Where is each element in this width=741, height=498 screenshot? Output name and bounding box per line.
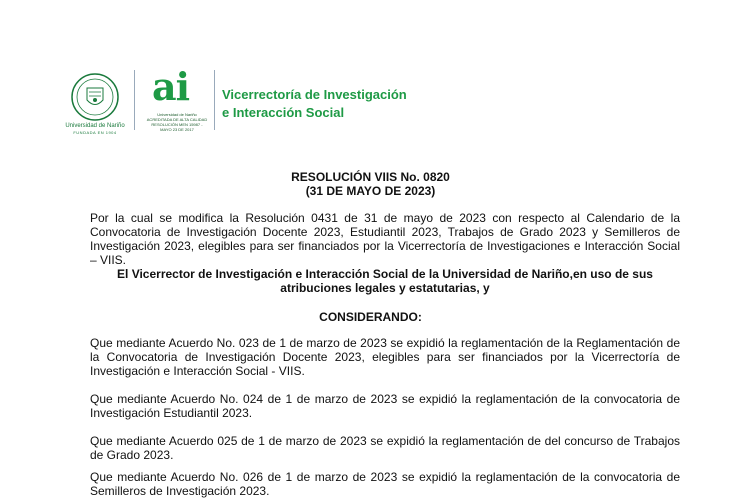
considerando-heading: CONSIDERANDO: [319, 310, 422, 324]
consideration-paragraph: Que mediante Acuerdo No. 024 de 1 de marzo de 2023 se expidió la reglamentación de la convocatoria de Investigación Estudiantil 2023. [90, 392, 680, 420]
consideration-paragraph: Que mediante Acuerdo No. 026 de 1 de marzo de 2023 se expidió la reglamentación de la convocatoria de Semilleros de Investigación 2023. [90, 470, 680, 498]
resolution-date: (31 DE MAYO DE 2023) [305, 184, 436, 198]
ai-logo [146, 64, 208, 134]
divider [134, 70, 135, 130]
ai-sub-resolution: RESOLUCIÓN MEN 15987 - MAYO 23 DE 2017 [151, 122, 203, 132]
office-name-line1: Vicerrectoría de Investigación [222, 87, 407, 102]
ai-mark: ai [152, 64, 190, 109]
letterhead [62, 66, 442, 138]
ai-sub-accreditation: ACREDITADA DE ALTA CALIDAD [146, 117, 208, 122]
office-name-line2: e Interacción Social [222, 105, 345, 120]
university-caption [62, 123, 128, 135]
resolution-title: RESOLUCIÓN VIIS No. 0820 [291, 170, 450, 184]
office-name [222, 86, 407, 122]
resolution-summary: Por la cual se modifica la Resolución 0431 de 31 de mayo de 2023 con respecto al Calendario de la Convocatoria de Investigación Docente 2023, Estudiantil 2023, Trabajos de Grado 2023 y Semilleros de Investigación 2023, elegibles para ser financiados por la Vicerrectoría de Investigaciones e Interacción Social – VIIS. [90, 211, 680, 267]
divider [214, 70, 215, 130]
university-founded: FUNDADA EN 1904 [73, 130, 117, 135]
consideration-paragraph: Que mediante Acuerdo 025 de 1 de marzo de 2023 se expidió la reglamentación de del concurso de Trabajos de Grado 2023. [90, 434, 680, 462]
university-seal-icon [70, 72, 120, 122]
preamble: El Vicerrector de Investigación e Interacción Social de la Universidad de Nariño,en uso de sus atribuciones legales y estatutarias, y [117, 267, 653, 295]
ai-sub-university: Universidad de Nariño [157, 112, 197, 117]
university-name: Universidad de Nariño [65, 123, 125, 129]
consideration-paragraph: Que mediante Acuerdo No. 023 de 1 de marzo de 2023 se expidió la reglamentación de la Reglamentación de la Convocatoria de Investigación Docente 2023, elegibles para ser financiados por la Vicerrectoría de Investigación e Interacción Social - VIIS. [90, 336, 680, 378]
